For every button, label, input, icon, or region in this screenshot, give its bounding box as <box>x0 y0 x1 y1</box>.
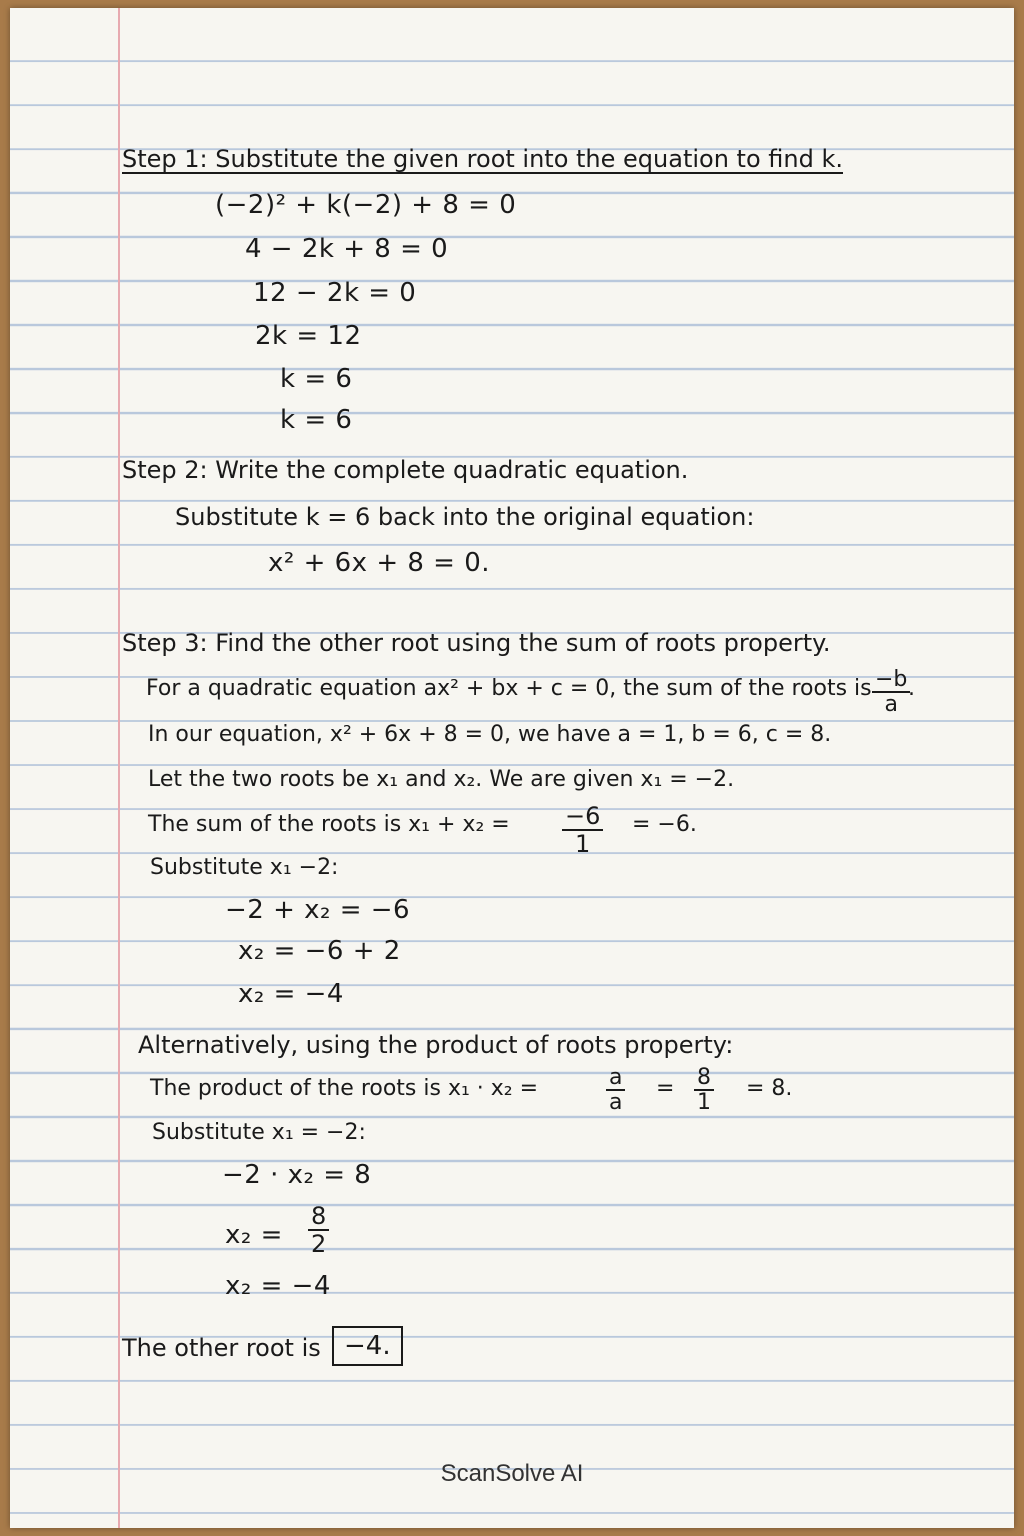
step3-heading: Step 3: Find the other root using the sum of roots property. <box>122 629 831 657</box>
step3-line-5: Substitute x₁ −2: <box>150 855 339 880</box>
step3-line-4: The sum of the roots is x₁ + x₂ = <box>148 812 510 837</box>
alt-math-2-denominator: 2 <box>311 1230 327 1259</box>
step1-line-3: 12 − 2k = 0 <box>253 278 417 308</box>
alt-math-1: −2 · x₂ = 8 <box>222 1160 372 1190</box>
step1-heading <box>122 144 843 174</box>
sum-value-numerator: −6 <box>562 804 603 831</box>
margin-line <box>118 8 120 1528</box>
step3-math-1: −2 + x₂ = −6 <box>225 895 411 925</box>
alt-line-2: Substitute x₁ = −2: <box>152 1120 366 1145</box>
alt-line-1-end: = 8. <box>746 1076 793 1101</box>
alt-heading: Alternatively, using the product of roots property: <box>138 1031 734 1059</box>
step1-line-1: (−2)² + k(−2) + 8 = 0 <box>215 190 517 220</box>
product-formula-fraction <box>606 1066 625 1115</box>
product-value-numerator: 8 <box>694 1066 714 1091</box>
step3-line-1 <box>146 674 872 704</box>
alt-math-2-numerator: 8 <box>308 1204 329 1231</box>
step1-line-2: 4 − 2k + 8 = 0 <box>245 234 449 264</box>
answer-box: −4. <box>332 1326 403 1366</box>
step1-heading-text: Step 1: Substitute the given root into the equation to find k. <box>122 145 843 173</box>
sum-value-denominator: 1 <box>575 830 591 859</box>
notebook-page <box>10 8 1014 1528</box>
step2-equation: x² + 6x + 8 = 0. <box>268 548 491 578</box>
step1-line-4: 2k = 12 <box>255 321 362 351</box>
product-formula-denominator: a <box>609 1090 623 1116</box>
step1-line-5: k = 6 <box>280 364 353 394</box>
alt-math-2-fraction <box>308 1204 329 1258</box>
step3-line-1-text: For a quadratic equation ax² + bx + c = 0, the sum of the roots is <box>146 676 872 701</box>
alt-line-1: The product of the roots is x₁ · x₂ = <box>150 1076 539 1101</box>
product-value-fraction <box>694 1066 714 1115</box>
alt-equals: = <box>656 1076 675 1101</box>
step3-line-1-end: . <box>908 676 915 701</box>
step1-line-6: k = 6 <box>280 405 353 435</box>
answer-label: The other root is <box>122 1334 321 1362</box>
step3-math-3: x₂ = −4 <box>238 979 344 1009</box>
step3-line-3: Let the two roots be x₁ and x₂. We are given x₁ = −2. <box>148 767 735 792</box>
step3-line-2: In our equation, x² + 6x + 8 = 0, we have a = 1, b = 6, c = 8. <box>148 722 832 747</box>
sum-formula-fraction <box>872 668 910 717</box>
step3-line-4-end: = −6. <box>632 812 697 837</box>
sum-formula-denominator: a <box>884 692 898 718</box>
step2-sub: Substitute k = 6 back into the original equation: <box>175 503 755 531</box>
product-value-denominator: 1 <box>697 1090 711 1116</box>
step3-math-2: x₂ = −6 + 2 <box>238 936 401 966</box>
alt-math-2-prefix: x₂ = <box>225 1220 283 1250</box>
alt-math-3: x₂ = −4 <box>225 1271 331 1301</box>
product-formula-numerator: a <box>606 1066 625 1091</box>
step2-heading: Step 2: Write the complete quadratic equation. <box>122 456 689 484</box>
watermark: ScanSolve AI <box>440 1460 584 1487</box>
sum-formula-numerator: −b <box>872 668 910 693</box>
sum-value-fraction <box>562 804 603 858</box>
